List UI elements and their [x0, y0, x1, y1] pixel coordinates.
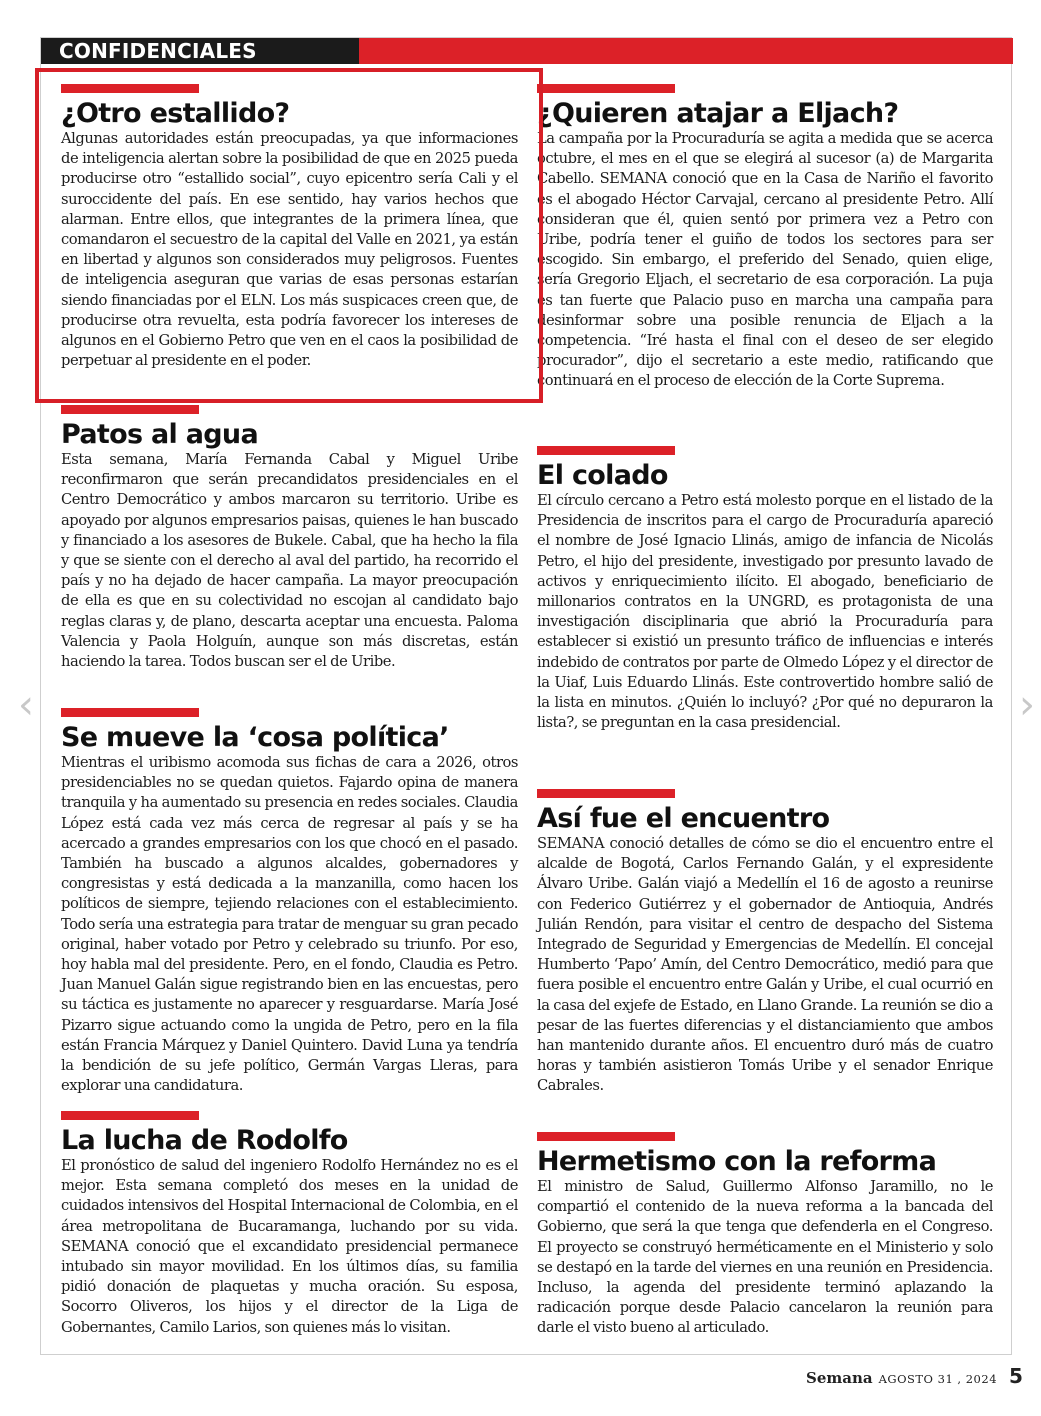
article-title: ¿Quieren atajar a Eljach?	[537, 98, 899, 129]
article-title: ¿Otro estallido?	[61, 98, 290, 129]
article-accent-bar	[61, 1111, 199, 1120]
page-footer	[806, 1364, 1023, 1388]
footer-date: AGOSTO 31 , 2024	[878, 1372, 998, 1386]
article-title: Hermetismo con la reforma	[537, 1146, 937, 1177]
footer-brand: Semana	[806, 1369, 873, 1387]
article-el-colado	[537, 446, 993, 733]
next-page-chevron-icon[interactable]: ›	[1019, 682, 1035, 728]
section-header-black	[41, 38, 359, 64]
article-accent-bar	[537, 84, 675, 93]
article-body: Esta semana, María Fernanda Cabal y Miguel Uribe reconfirmaron que serán precandidatos presidenciales en el Centro Democrático y ambos marcaron su territorio. Uribe es apoyado por algunos empresarios paisas, quienes le han buscado y financiado a los asesores de Bukele. Cabal, que ha hecho la fila y que se siente con el derecho al aval del partido, ha recorrido el país y no ha dejado de hacer campaña. La mayor preocupación de ella es que en su colectividad no escojan al candidato bajo reglas claras y, de plano, descarta aceptar una encuesta. Paloma Valencia y Paola Holguín, aunque son más discretas, están haciendo la tarea. Todos buscan ser el de Uribe.	[61, 451, 518, 671]
section-title: CONFIDENCIALES	[59, 39, 257, 63]
article-accent-bar	[537, 1132, 675, 1141]
article-body: SEMANA conoció detalles de cómo se dio el encuentro entre el alcalde de Bogotá, Carlos Fernando Galán, y el expresidente Álvaro Uribe. Galán viajó a Medellín el 16 de agosto a reunirse con Federico Gutiérrez y el gobernador de Antioquia, Andrés Julián Rendón, para visitar el centro de despacho del Sistema Integrado de Seguridad y Emergencias de Medellín. El concejal Humberto ‘Papo’ Amín, del Centro Democrático, medió para que fuera posible el encuentro entre Galán y Uribe, el cual ocurrió en la casa del exjefe de Estado, en Llano Grande. La reunión se dio a pesar de las fuertes diferencias y el distanciamiento que ambos han mantenido durante años. El encuentro duró más de cuatro horas y también asistieron Tomás Uribe y el senador Enrique Cabrales.	[537, 835, 993, 1095]
article-body: El ministro de Salud, Guillermo Alfonso Jaramillo, no le compartió el contenido de la nueva reforma a la bancada del Gobierno, que será la que tenga que defenderla en el Congreso. El proyecto se construyó herméticamente en el Ministerio y solo se destapó en la tarde del viernes en una reunión en Presidencia. Incluso, la agenda del presidente terminó aplazando la radicación porque desde Palacio cancelaron la reunión para darle el visto bueno al articulado.	[537, 1178, 993, 1337]
article-accent-bar	[537, 446, 675, 455]
article-title: La lucha de Rodolfo	[61, 1125, 348, 1156]
article-accent-bar	[61, 405, 199, 414]
article-body: El pronóstico de salud del ingeniero Rodolfo Hernández no es el mejor. Esta semana completó dos meses en la unidad de cuidados intensivos del Hospital Internacional de Colombia, en el área metropolitana de Bucaramanga, luchando por su vida. SEMANA conoció que el excandidato presidencial permanece intubado sin mayor movilidad. En los últimos días, su familia pidió donación de plaquetas y mucha oración. Su esposa, Socorro Oliveros, los hijos y el director de la Liga de Gobernantes, Camilo Larios, son quienes más lo visitan.	[61, 1157, 518, 1336]
article-accent-bar	[61, 708, 199, 717]
article-body: Algunas autoridades están preocupadas, ya que informaciones de inteligencia alertan sobre la posibilidad de que en 2025 pueda producirse otro “estallido social”, cuyo epicentro sería Cali y el suroccidente del país. En ese sentido, hay varios hechos que alarman. Entre ellos, que integrantes de la primera línea, que comandaron el secuestro de la capital del Valle en 2021, ya están en libertad y algunos son considerados muy peligrosos. Fuentes de inteligencia aseguran que varias de esas personas estarían siendo financiadas por el ELN. Los más suspicaces creen que, de producirse otra revuelta, esta podría favorecer los intereses de algunos en el Gobierno Petro que ven en el caos la posibilidad de perpetuar al presidente en el poder.	[61, 130, 518, 370]
article-title: Se mueve la ‘cosa política’	[61, 722, 449, 753]
selection-highlight-box[interactable]	[35, 68, 543, 403]
article-title: Patos al agua	[61, 419, 258, 450]
article-cosa-politica	[61, 708, 518, 1096]
article-body: La campaña por la Procuraduría se agita a medida que se acerca octubre, el mes en el que se elegirá al sucesor (a) de Margarita Cabello. SEMANA conoció que en la Casa de Nariño el favorito es el abogado Héctor Carvajal, cercano al presidente Petro. Allí consideran que él, quien sentó por primera vez a Petro con Uribe, podría tener el guiño de todos los sectores para ser escogido. Sin embargo, el preferido del Senado, quien elige, sería Gregorio Eljach, el secretario de esa corporación. La puja es tan fuerte que Palacio puso en marcha una campaña para desinformar sobre una posible renuncia de Eljach a la competencia. “Iré hasta el final con el deseo de ser elegido procurador”, dijo el secretario a este medio, ratificando que continuará en el proceso de elección de la Corte Suprema.	[537, 130, 993, 390]
article-title: El colado	[537, 460, 668, 491]
article-title: Así fue el encuentro	[537, 803, 830, 834]
article-atajar-a-eljach	[537, 84, 993, 392]
article-lucha-de-rodolfo	[61, 1111, 518, 1338]
prev-page-chevron-icon[interactable]: ‹	[18, 682, 34, 728]
section-header-red-bar	[359, 38, 1013, 64]
article-accent-bar	[537, 789, 675, 798]
page-number: 5	[1009, 1364, 1023, 1388]
article-patos-al-agua	[61, 405, 518, 672]
article-body: El círculo cercano a Petro está molesto porque en el listado de la Presidencia de inscritos para el cargo de Procuraduría apareció el nombre de José Ignacio Llinás, amigo de infancia de Nicolás Petro, el hijo del presidente, investigado por presunto lavado de activos y enriquecimiento ilícito. El abogado, beneficiario de millonarios contratos en la UNGRD, es protagonista de una investigación disciplinaria que abrió la Procuraduría para establecer si existió un presunto tráfico de influencias e interés indebido de contratos por parte de Olmedo López y el director de la Uiaf, Luis Eduardo Llinás. Este controvertido hombre salió de la lista en minutos. ¿Quién lo incluyó? ¿Por qué no depuraron la lista?, se preguntan en la casa presidencial.	[537, 492, 993, 732]
article-body: Mientras el uribismo acomoda sus fichas de cara a 2026, otros presidenciables no se quedan quietos. Fajardo opina de manera tranquila y ha aumentado su presencia en redes sociales. Claudia López está cada vez más cerca de regresar al país y se ha acercado a grandes empresarios con los que chocó en el pasado. También ha buscado a algunos alcaldes, gobernadores y congresistas y está dedicada a la manzanilla, como hacen los políticos de siempre, tejiendo relaciones con el establecimiento. Todo sería una estrategia para tratar de menguar su gran pecado original, haber votado por Petro y celebrado su triunfo. Por eso, hoy habla mal del presidente. Pero, en el fondo, Claudia es Petro. Juan Manuel Galán sigue registrando bien en las encuestas, pero su táctica es justamente no aparecer y resguardarse. María José Pizarro sigue actuando como la ungida de Petro, pero en la fila están Francia Márquez y Daniel Quintero. David Luna ya tendría la bendición de su jefe político, Germán Vargas Lleras, para explorar una candidatura.	[61, 754, 518, 1095]
article-hermetismo-reforma	[537, 1132, 993, 1339]
article-asi-fue-el-encuentro	[537, 789, 993, 1097]
